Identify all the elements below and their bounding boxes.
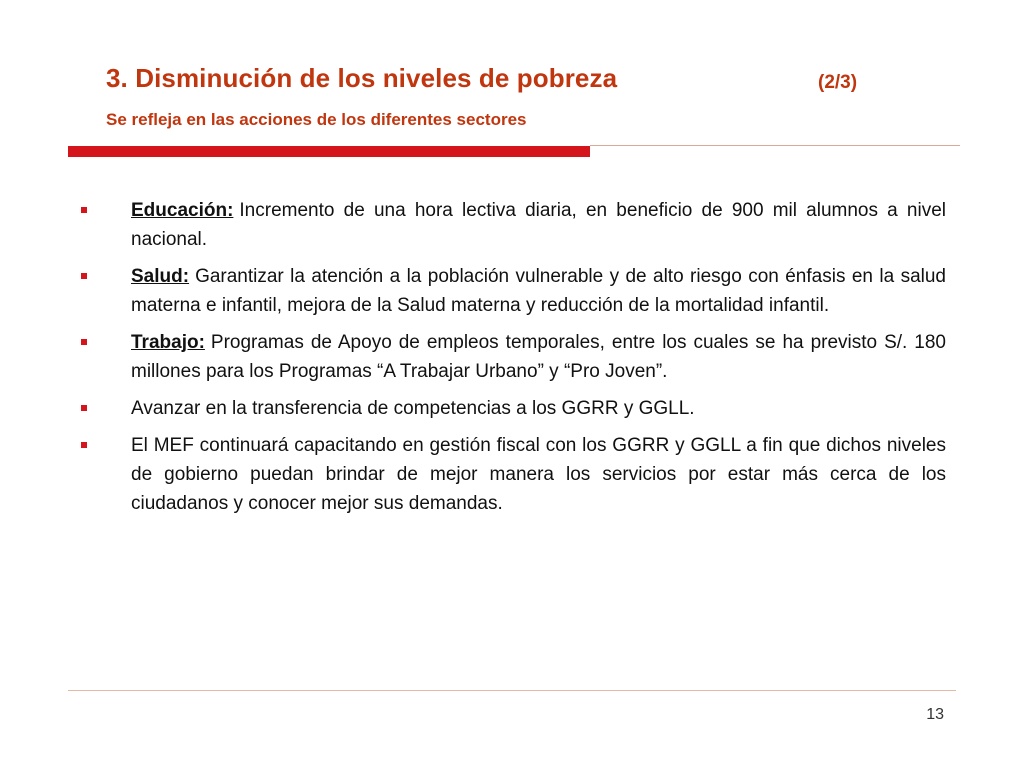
bullet-item-capacitacion [74,431,946,518]
bullet-item-transferencia [74,394,946,423]
square-bullet-icon [81,442,87,448]
slide-counter: (2/3) [818,72,858,93]
square-bullet-icon [81,405,87,411]
slide-title: 3. Disminución de los niveles de pobreza [106,63,618,93]
bullet-item-salud [74,262,946,320]
page-number: 13 [926,706,944,723]
bullet-item-educacion [74,196,946,254]
bullet-list [74,196,946,526]
square-bullet-icon [81,339,87,345]
bullet-text: Garantizar la atención a la población vulnerable y de alto riesgo con énfasis en la salud materna e infantil, mejora de la Salud materna y reducción de la mortalidad infantil. [131,266,946,316]
bullet-text: Programas de Apoyo de empleos temporales, entre los cuales se ha previsto S/. 180 millones para los Programas “A Trabajar Urbano” y “Pro Joven”. [131,332,946,382]
footer-divider-line [68,690,956,691]
bullet-text: El MEF continuará capacitando en gestión fiscal con los GGRR y GGLL a fin que dichos niveles de gobierno puedan brindar de mejor manera los servicios por estar más cerca de los ciudadanos y conocer mejor sus demandas. [131,435,946,514]
header-divider-line [590,145,960,146]
bullet-lead: Trabajo: [131,332,205,353]
bullet-lead: Educación: [131,200,234,221]
bullet-text: Avanzar en la transferencia de competencias a los GGRR y GGLL. [131,398,695,419]
slide-subtitle: Se refleja en las acciones de los diferentes sectores [106,110,527,129]
square-bullet-icon [81,273,87,279]
bullet-lead: Salud: [131,266,190,287]
bullet-text: Incremento de una hora lectiva diaria, en beneficio de 900 mil alumnos a nivel nacional. [131,200,946,250]
square-bullet-icon [81,207,87,213]
header-accent-bar [68,146,590,157]
bullet-item-trabajo [74,328,946,386]
